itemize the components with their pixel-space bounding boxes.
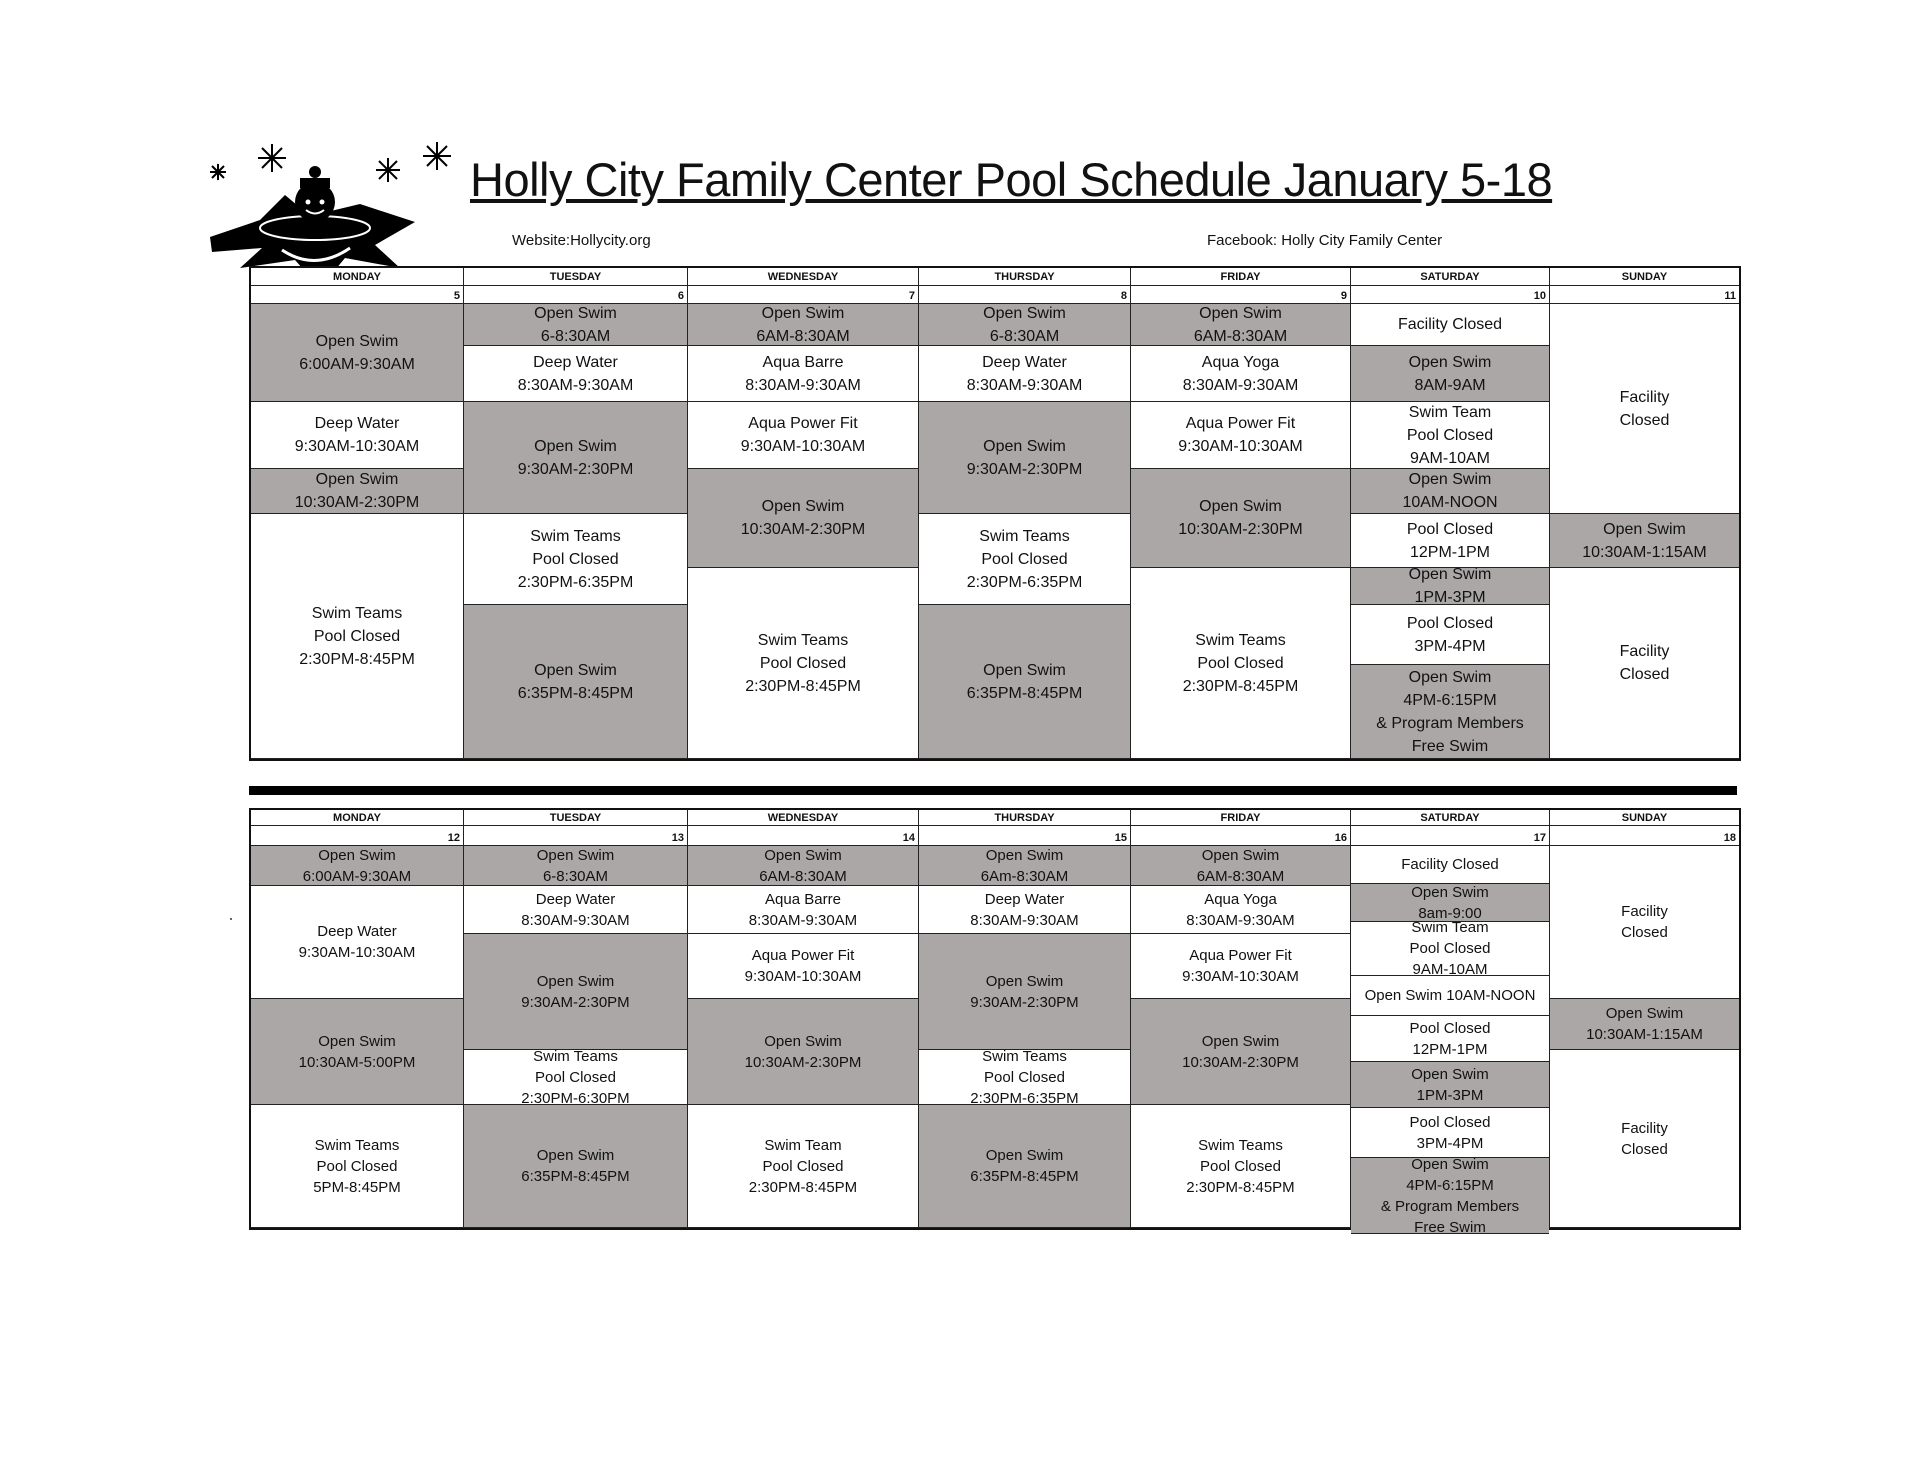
schedule-entry <box>919 846 1131 886</box>
day-header-wednesday: WEDNESDAY <box>688 810 919 826</box>
entry-line: Aqua Power Fit <box>1189 947 1292 964</box>
entry-line: Open Swim <box>1199 304 1282 322</box>
entry-line: Pool Closed <box>1409 1113 1491 1131</box>
schedule-entry <box>464 514 688 605</box>
schedule-entry <box>688 469 919 568</box>
entry-line: Open Swim <box>1408 471 1492 488</box>
entry-line: Swim Teams <box>533 1050 618 1065</box>
entry-line: Swim Team <box>1411 922 1489 936</box>
entry-line: 10:30AM-2:30PM <box>740 521 866 538</box>
entry-line: 8:30AM-9:30AM <box>748 911 858 929</box>
entry-line: 1PM-3PM <box>1416 1086 1484 1104</box>
date-number: 8 <box>919 286 1131 304</box>
schedule-entry <box>1131 304 1351 346</box>
schedule-entry <box>464 846 688 886</box>
date-number: 7 <box>688 286 919 304</box>
entry-line: 10:30AM-2:30PM <box>1182 1053 1299 1071</box>
entry-line: Open Swim <box>983 661 1066 679</box>
entry-line: 8:30AM-9:30AM <box>745 376 861 394</box>
schedule-entry <box>688 886 919 934</box>
schedule-entry <box>1351 1108 1549 1158</box>
day-header-sunday: SUNDAY <box>1550 810 1739 826</box>
entry-line: 4PM-6:15PM <box>1406 1176 1494 1194</box>
schedule-entry <box>464 402 688 514</box>
entry-line: Pool Closed <box>1409 940 1491 957</box>
entry-line: 2:30PM-6:35PM <box>517 573 634 591</box>
entry-line: 10:30AM-2:30PM <box>1178 521 1303 538</box>
entry-line: 10:30AM-5:00PM <box>298 1053 416 1071</box>
entry-line: 6Am-8:30AM <box>980 867 1069 885</box>
entry-line: Facility Closed <box>1401 856 1499 873</box>
entry-line: Open Swim <box>985 846 1064 864</box>
schedule-entry <box>688 1105 919 1228</box>
entry-line: Open Swim <box>1411 1065 1489 1083</box>
entry-line: Closed <box>1621 1140 1668 1158</box>
entry-line: Open Swim <box>534 437 617 455</box>
entry-line: 9:30AM-2:30PM <box>966 460 1083 478</box>
schedule-entry <box>1351 568 1550 605</box>
entry-line: 6:00AM-9:30AM <box>302 867 412 885</box>
date-number: 5 <box>251 286 464 304</box>
schedule-entry <box>688 346 919 402</box>
entry-line: 6:35PM-8:45PM <box>521 1168 630 1185</box>
schedule-entry <box>1550 304 1739 514</box>
date-number: 18 <box>1550 826 1739 846</box>
entry-line: Swim Teams <box>979 527 1070 545</box>
schedule-entry <box>1131 402 1351 469</box>
schedule-entry <box>1131 846 1351 886</box>
day-header-sunday: SUNDAY <box>1550 268 1739 286</box>
stray-mark <box>230 918 232 920</box>
schedule-entry <box>919 934 1131 1050</box>
entry-line: & Program Members <box>1376 714 1524 732</box>
entry-line: 9:30AM-10:30AM <box>294 438 420 455</box>
entry-line: 6-8:30AM <box>989 327 1060 345</box>
schedule-entry <box>1351 514 1550 568</box>
entry-line: Open Swim <box>761 498 845 515</box>
entry-line: Open Swim <box>985 972 1064 990</box>
day-header-tuesday: TUESDAY <box>464 810 688 826</box>
entry-line: Open Swim 10AM-NOON <box>1364 987 1536 1004</box>
entry-line: 2:30PM-8:45PM <box>299 650 415 668</box>
schedule-entry <box>1351 402 1550 469</box>
schedule-entry <box>919 605 1131 759</box>
schedule-entry <box>464 605 688 759</box>
schedule-entry <box>919 1105 1131 1228</box>
entry-line: Pool Closed <box>1200 1157 1281 1175</box>
schedule-entry <box>1351 346 1550 402</box>
day-header-saturday: SATURDAY <box>1351 268 1550 286</box>
entry-line: Pool Closed <box>984 1068 1065 1086</box>
entry-line: Pool Closed <box>1406 614 1494 632</box>
entry-line: & Program Members <box>1380 1197 1520 1215</box>
schedule-entry <box>1351 846 1549 884</box>
entry-line: Facility <box>1621 1119 1668 1137</box>
entry-line: Pool Closed <box>313 627 401 645</box>
entry-line: 2:30PM-8:45PM <box>748 1178 858 1196</box>
week-2-schedule-grid <box>249 808 1741 1234</box>
entry-line: Swim Team <box>764 1136 842 1154</box>
entry-line: Swim Teams <box>982 1050 1067 1065</box>
day-header-friday: FRIDAY <box>1131 810 1351 826</box>
entry-line: 6:00AM-9:30AM <box>299 355 415 373</box>
entry-line: 8:30AM-9:30AM <box>517 376 634 394</box>
entry-line: Swim Teams <box>314 1136 400 1154</box>
entry-line: Free Swim <box>1411 737 1489 755</box>
schedule-entry <box>1351 1016 1549 1062</box>
schedule-entry <box>251 999 464 1105</box>
entry-line: Open Swim <box>536 1147 615 1164</box>
entry-line: 2:30PM-6:30PM <box>521 1089 630 1105</box>
entry-line: Swim Teams <box>1195 631 1286 649</box>
entry-line: Open Swim <box>534 304 617 322</box>
entry-line: 9AM-10AM <box>1412 961 1488 976</box>
date-number: 15 <box>919 826 1131 846</box>
entry-line: Open Swim <box>761 304 845 322</box>
schedule-entry <box>919 346 1131 402</box>
schedule-entry <box>688 304 919 346</box>
entry-line: Free Swim <box>1414 1218 1486 1234</box>
entry-line: Open Swim <box>1408 668 1492 686</box>
entry-line: 1PM-3PM <box>1414 589 1486 605</box>
entry-line: Open Swim <box>983 437 1066 455</box>
entry-line: Open Swim <box>1603 520 1686 538</box>
entry-line: 10AM-NOON <box>1402 494 1498 511</box>
entry-line: 2:30PM-8:45PM <box>745 677 861 695</box>
schedule-entry <box>1131 346 1351 402</box>
entry-line: Open Swim <box>534 661 617 679</box>
entry-line: 9:30AM-10:30AM <box>740 438 866 455</box>
entry-line: Open Swim <box>536 972 615 990</box>
entry-line: 6:35PM-8:45PM <box>970 1168 1079 1185</box>
entry-line: Swim Teams <box>757 631 849 649</box>
schedule-entry <box>251 514 464 759</box>
schedule-entry <box>251 846 464 886</box>
schedule-entry <box>919 304 1131 346</box>
date-number: 17 <box>1351 826 1550 846</box>
entry-line: Pool Closed <box>1197 654 1284 672</box>
schedule-entry <box>1131 1105 1351 1228</box>
schedule-entry <box>1351 1062 1549 1108</box>
entry-line: Open Swim <box>1201 1032 1280 1050</box>
facebook-text: Facebook: Holly City Family Center <box>1207 232 1443 249</box>
schedule-entry <box>1351 976 1549 1016</box>
entry-line: Open Swim <box>983 304 1066 322</box>
schedule-entry <box>1550 514 1739 568</box>
date-number: 11 <box>1550 286 1739 304</box>
entry-line: Open Swim <box>1199 498 1282 515</box>
entry-line: Pool Closed <box>759 654 847 672</box>
date-number: 12 <box>251 826 464 846</box>
entry-line: Deep Water <box>984 890 1065 908</box>
date-number: 14 <box>688 826 919 846</box>
schedule-entry <box>464 1050 688 1105</box>
schedule-entry <box>464 1105 688 1228</box>
schedule-entry <box>1550 568 1739 759</box>
entry-line: 6:35PM-8:45PM <box>517 684 634 702</box>
schedule-entry <box>251 1105 464 1228</box>
entry-line: Facility Closed <box>1397 316 1503 333</box>
schedule-entry <box>464 886 688 934</box>
entry-line: Aqua Power Fit <box>751 947 855 964</box>
entry-line: 10:30AM-2:30PM <box>294 494 420 511</box>
entry-line: Open Swim <box>1411 1158 1489 1173</box>
schedule-entry <box>1351 469 1550 514</box>
day-header-monday: MONDAY <box>251 268 464 286</box>
entry-line: Open Swim <box>1408 353 1492 371</box>
date-number: 9 <box>1131 286 1351 304</box>
date-number: 13 <box>464 826 688 846</box>
entry-line: 8am-9:00 <box>1418 904 1482 922</box>
entry-line: Deep Water <box>982 353 1067 371</box>
entry-line: Open Swim <box>1605 1005 1684 1022</box>
entry-line: Pool Closed <box>762 1157 844 1175</box>
entry-line: Aqua Yoga <box>1204 890 1277 908</box>
entry-line: 6-8:30AM <box>542 867 609 885</box>
schedule-entry <box>1351 922 1549 976</box>
entry-line: 10:30AM-1:15AM <box>1582 543 1707 561</box>
entry-line: Pool Closed <box>1406 426 1494 444</box>
entry-line: Pool Closed <box>1409 1019 1491 1037</box>
schedule-entry <box>251 402 464 469</box>
week-separator-bar <box>249 786 1737 795</box>
schedule-entry <box>251 469 464 514</box>
entry-line: Open Swim <box>1408 568 1492 583</box>
entry-line: Swim Teams <box>1198 1136 1283 1154</box>
entry-line: Facility <box>1621 903 1668 920</box>
entry-line: 8:30AM-9:30AM <box>1182 376 1299 394</box>
entry-line: 9:30AM-10:30AM <box>1182 968 1299 985</box>
entry-line: Open Swim <box>318 846 396 864</box>
entry-line: 9AM-10AM <box>1409 449 1491 467</box>
schedule-entry <box>688 846 919 886</box>
day-header-wednesday: WEDNESDAY <box>688 268 919 286</box>
day-header-saturday: SATURDAY <box>1351 810 1550 826</box>
entry-line: Open Swim <box>985 1147 1064 1164</box>
snowflake-icon <box>210 142 451 182</box>
entry-line: 9:30AM-10:30AM <box>744 968 862 985</box>
entry-line: 9:30AM-2:30PM <box>521 993 630 1011</box>
schedule-entry <box>688 999 919 1105</box>
day-header-thursday: THURSDAY <box>919 268 1131 286</box>
day-header-tuesday: TUESDAY <box>464 268 688 286</box>
entry-line: 4PM-6:15PM <box>1403 691 1497 709</box>
entry-line: 6AM-8:30AM <box>1193 327 1288 345</box>
schedule-entry <box>688 402 919 469</box>
entry-line: Pool Closed <box>532 550 619 568</box>
schedule-entry <box>1351 884 1549 922</box>
entry-line: Swim Team <box>1408 403 1492 421</box>
schedule-entry <box>464 934 688 1050</box>
schedule-entry <box>1131 469 1351 568</box>
page-title: Holly City Family Center Pool Schedule January 5-18 <box>470 153 1553 206</box>
schedule-entry <box>1351 304 1550 346</box>
entry-line: Aqua Yoga <box>1201 353 1280 371</box>
entry-line: 5PM-8:45PM <box>313 1178 401 1196</box>
schedule-entry <box>251 886 464 999</box>
entry-line: Aqua Barre <box>765 890 841 908</box>
schedule-entry <box>1351 665 1550 759</box>
schedule-entry <box>688 934 919 999</box>
schedule-entry <box>1131 886 1351 934</box>
entry-line: 2:30PM-8:45PM <box>1186 1178 1295 1196</box>
entry-line: Open Swim <box>764 846 842 864</box>
schedule-entry <box>464 304 688 346</box>
entry-line: 6-8:30AM <box>540 327 611 345</box>
entry-line: Open Swim <box>1411 884 1489 901</box>
entry-line: Deep Water <box>314 415 400 432</box>
website-text: Website:Hollycity.org <box>512 232 651 249</box>
entry-line: 2:30PM-6:35PM <box>966 573 1083 591</box>
entry-line: Open Swim <box>764 1032 842 1050</box>
schedule-entry <box>919 1050 1131 1105</box>
entry-line: 8:30AM-9:30AM <box>521 911 630 929</box>
date-number: 6 <box>464 286 688 304</box>
entry-line: Pool Closed <box>535 1068 616 1086</box>
date-number: 16 <box>1131 826 1351 846</box>
entry-line: 8:30AM-9:30AM <box>966 376 1083 394</box>
schedule-entry <box>1550 999 1739 1050</box>
entry-line: 12PM-1PM <box>1412 1040 1488 1058</box>
schedule-entry <box>1131 999 1351 1105</box>
entry-line: 8:30AM-9:30AM <box>1186 911 1295 929</box>
week-1-schedule-grid <box>249 266 1741 761</box>
entry-line: Deep Water <box>317 923 397 940</box>
schedule-entry <box>919 514 1131 605</box>
entry-line: Pool Closed <box>1406 520 1494 538</box>
date-number: 10 <box>1351 286 1550 304</box>
entry-line: 2:30PM-8:45PM <box>1182 677 1299 695</box>
entry-line: Aqua Power Fit <box>748 415 858 432</box>
schedule-entry <box>464 346 688 402</box>
schedule-entry <box>1550 1050 1739 1228</box>
entry-line: 6AM-8:30AM <box>1196 867 1285 885</box>
schedule-entry <box>1351 1158 1549 1234</box>
schedule-entry <box>1550 846 1739 999</box>
entry-line: 2:30PM-6:35PM <box>970 1089 1079 1105</box>
entry-line: 3PM-4PM <box>1414 637 1486 655</box>
day-header-monday: MONDAY <box>251 810 464 826</box>
entry-line: 9:30AM-10:30AM <box>1178 438 1303 455</box>
entry-line: Pool Closed <box>981 550 1068 568</box>
entry-line: Swim Teams <box>311 604 403 622</box>
entry-line: 9:30AM-2:30PM <box>970 993 1079 1011</box>
schedule-entry <box>1351 605 1550 665</box>
entry-line: 6:35PM-8:45PM <box>966 684 1083 702</box>
schedule-entry <box>688 568 919 759</box>
entry-line: Deep Water <box>533 353 618 371</box>
entry-line: Closed <box>1619 411 1670 429</box>
entry-line: Aqua Barre <box>762 353 844 371</box>
entry-line: 10:30AM-2:30PM <box>744 1053 862 1071</box>
entry-line: 9:30AM-2:30PM <box>517 460 634 478</box>
entry-line: Open Swim <box>318 1032 396 1050</box>
schedule-entry <box>919 886 1131 934</box>
entry-line: 8:30AM-9:30AM <box>970 911 1079 929</box>
entry-line: 9:30AM-10:30AM <box>298 944 416 961</box>
entry-line: Facility <box>1619 388 1670 406</box>
day-header-friday: FRIDAY <box>1131 268 1351 286</box>
entry-line: 12PM-1PM <box>1409 543 1491 561</box>
entry-line: 8AM-9AM <box>1414 376 1486 394</box>
saturday-column <box>1351 846 1550 1234</box>
entry-line: Open Swim <box>315 332 399 350</box>
entry-line: Aqua Power Fit <box>1185 415 1296 432</box>
entry-line: Facility <box>1619 643 1670 660</box>
schedule-entry <box>1131 568 1351 759</box>
schedule-entry <box>251 304 464 402</box>
entry-line: Swim Teams <box>530 527 621 545</box>
entry-line: 6AM-8:30AM <box>759 867 847 885</box>
entry-line: Open Swim <box>315 471 399 488</box>
entry-line: Open Swim <box>536 846 615 864</box>
entry-line: Pool Closed <box>316 1157 398 1175</box>
entry-line: Closed <box>1621 924 1668 941</box>
schedule-entry <box>1131 934 1351 999</box>
entry-line: Open Swim <box>1201 846 1280 864</box>
entry-line: 3PM-4PM <box>1416 1134 1484 1152</box>
entry-line: 10:30AM-1:15AM <box>1586 1026 1703 1043</box>
day-header-thursday: THURSDAY <box>919 810 1131 826</box>
entry-line: Closed <box>1619 666 1670 683</box>
entry-line: Deep Water <box>535 890 616 908</box>
schedule-entry <box>919 402 1131 514</box>
entry-line: 6AM-8:30AM <box>756 327 850 345</box>
